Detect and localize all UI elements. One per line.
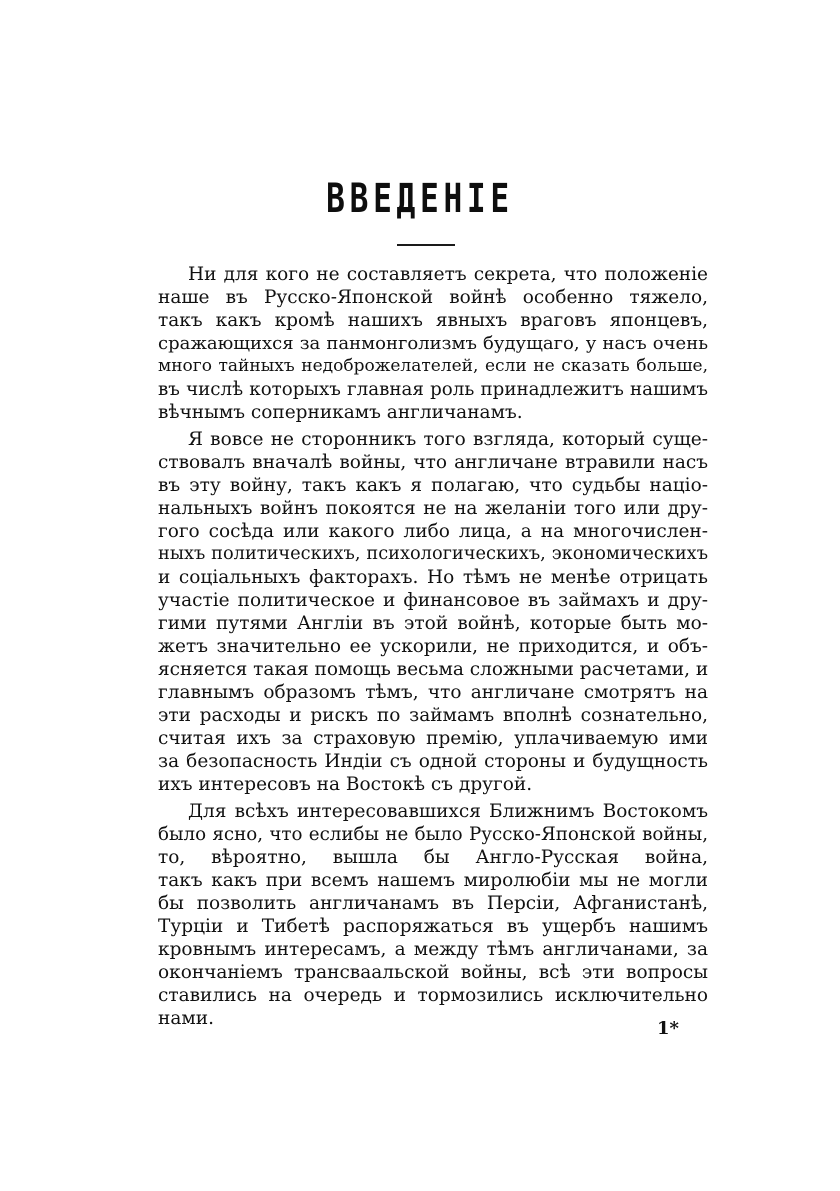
text-line: такъ какъ кромѣ нашихъ явныхъ враговъ японцевъ, <box>158 310 708 331</box>
text-line: за безопасность Индіи съ одной стороны и будущность <box>158 751 708 772</box>
text-line: гого сосѣда или какого либо лица, а на многочислен- <box>158 521 708 542</box>
text-line: сражающихся за панмонголизмъ будущаго, у насъ очень <box>158 333 708 354</box>
text-line: ставились на очередь и тормозились исключительно <box>158 985 708 1006</box>
text-line: ясняется такая помощь весьма сложными расчетами, и <box>158 659 708 680</box>
text-line: жетъ значительно ее ускорили, не приходится, и объ- <box>158 636 708 657</box>
text-line: много тайныхъ недоброжелателей, если не сказать больше, <box>158 356 708 376</box>
text-line: такъ какъ при всемъ нашемъ миролюбіи мы не могли <box>158 870 708 891</box>
text-line: главнымъ образомъ тѣмъ, что англичане смотрятъ на <box>158 682 708 703</box>
text-line: было ясно, что еслибы не было Русско-Японской войны, <box>158 824 708 845</box>
text-line: эти расходы и рискъ по займамъ вполнѣ сознательно, <box>158 705 708 726</box>
text-line: ныхъ политическихъ, психологическихъ, экономическихъ <box>158 544 708 564</box>
text-line: Турціи и Тибетѣ распоряжаться въ ущербъ нашимъ <box>158 916 708 937</box>
text-line: въ эту войну, такъ какъ я полагаю, что судьбы націо- <box>158 475 708 496</box>
text-line: наше въ Русско-Японской войнѣ особенно тяжело, <box>158 287 708 308</box>
text-line: нами. <box>158 1008 214 1029</box>
text-line: вѣчнымъ соперникамъ англичанамъ. <box>158 402 523 423</box>
paragraph-3 <box>158 800 708 1030</box>
text-line: Ни для кого не составляетъ секрета, что положеніе <box>188 264 708 285</box>
text-line: участіе политическое и финансовое въ займахъ и дру- <box>158 590 708 611</box>
chapter-title: ВВЕДЕНІЕ <box>326 176 514 222</box>
text-line: ствовалъ вначалѣ войны, что англичане втравили насъ <box>158 452 708 473</box>
title-divider <box>397 244 455 246</box>
body-text <box>158 263 708 1034</box>
text-line: Я вовсе не сторонникъ того взгляда, который суще- <box>188 429 708 450</box>
text-line: считая ихъ за страховую премію, уплачиваемую ими <box>158 728 708 749</box>
text-line: нальныхъ войнъ покоятся не на желаніи того или дру- <box>158 498 708 519</box>
paragraph-2 <box>158 428 708 796</box>
text-line: окончаніемъ трансваальской войны, всѣ эти вопросы <box>158 962 708 983</box>
text-line: въ числѣ которыхъ главная роль принадлежитъ нашимъ <box>158 379 708 400</box>
text-line: Для всѣхъ интересовавшихся Ближнимъ Востокомъ <box>188 801 708 822</box>
text-line: и соціальныхъ факторахъ. Но тѣмъ не менѣе отрицать <box>158 567 708 588</box>
page-number: 1* <box>657 1018 679 1039</box>
paragraph-1 <box>158 263 708 424</box>
text-line: ихъ интересовъ на Востокѣ съ другой. <box>158 774 533 795</box>
text-line: то, вѣроятно, вышла бы Англо-Русская война, <box>158 847 708 868</box>
text-line: гими путями Англіи въ этой войнѣ, которые быть мо- <box>158 613 708 634</box>
text-line: бы позволить англичанамъ въ Персіи, Афганистанѣ, <box>158 893 708 914</box>
text-line: кровнымъ интересамъ, а между тѣмъ англичанами, за <box>158 939 708 960</box>
